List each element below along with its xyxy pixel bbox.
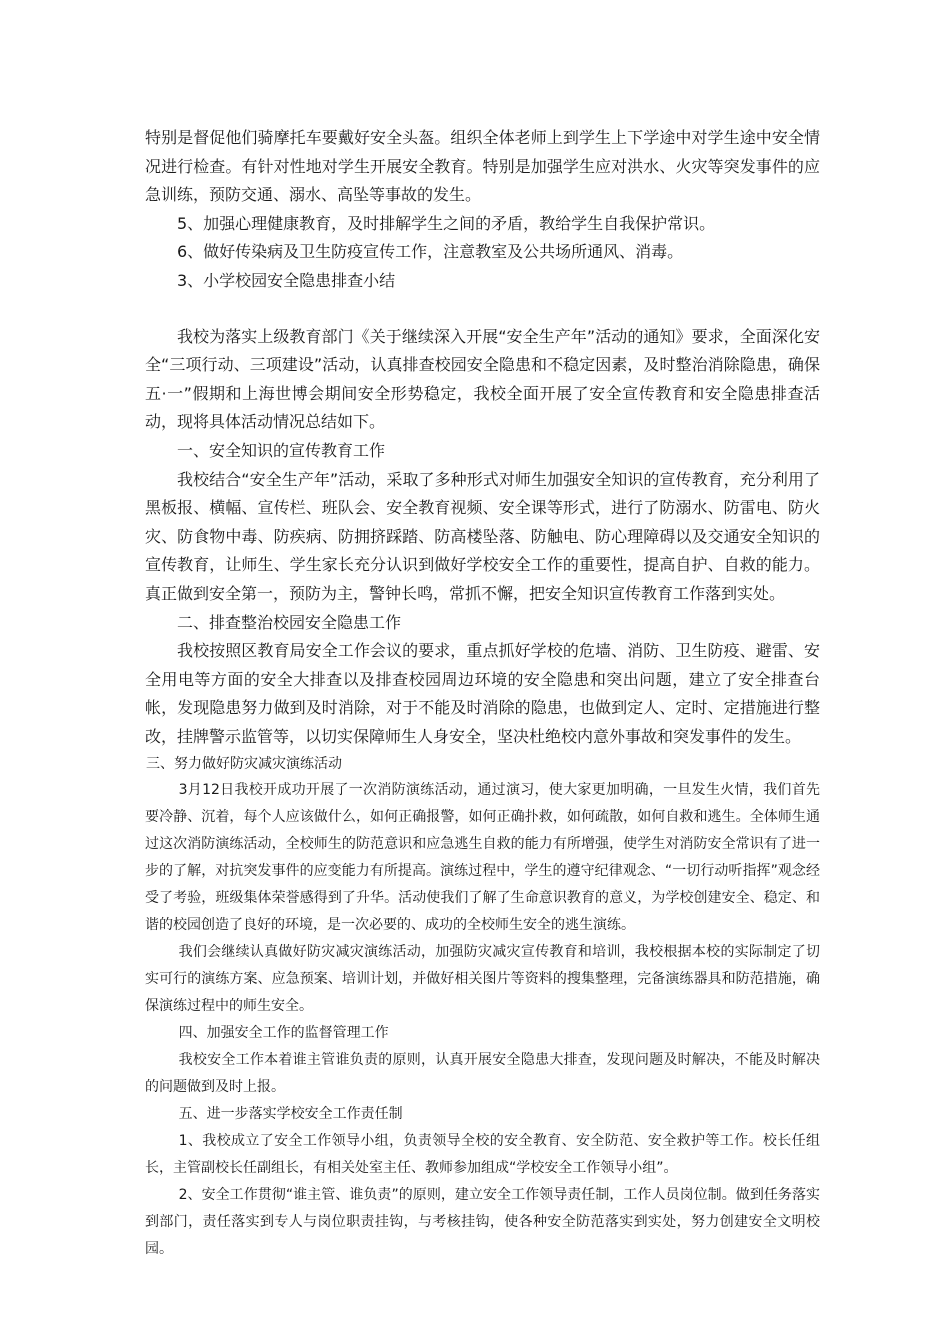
heading-section-2: 二、排查整治校园安全隐患工作 <box>177 612 402 632</box>
paragraph-section-4: 我校安全工作本着谁主管谁负责的原则，认真开展安全隐患大排查，发现问题及时解决，不能及时解决的问题做到及时上报。 <box>145 1052 820 1096</box>
heading-section-4: 四、加强安全工作的监督管理工作 <box>178 1025 389 1042</box>
section-title-summary: 3、小学校园安全隐患排查小结 <box>177 270 396 290</box>
heading-section-1: 一、安全知识的宣传教育工作 <box>177 440 386 460</box>
blank-line <box>145 296 820 323</box>
list-item-section-5-2: 2、安全工作贯彻“谁主管、谁负责”的原则，建立安全工作领导责任制，工作人员岗位制。做到任务落实到部门，责任落实到专人与岗位职责挂钩，与考核挂钩，使各种安全防范落实到实处，努力创建安全文明校园。 <box>145 1187 820 1258</box>
paragraph-section-3-drill: 3月12日我校开成功开展了一次消防演练活动，通过演习，使大家更加明确，一旦发生火情，我们首先要冷静、沉着，每个人应该做什么，如何正确报警，如何正确扑救，如何疏散，如何自救和逃生。全体师生通过这次消防演练活动，全校师生的防范意识和应急逃生自救的能力有所增强，使学生对消防安全常识有了进一步的了解，对抗突发事件的应变能力有所提高。演练过程中，学生的遵守纪律观念、“一切行动听指挥”观念经受了考验，班级集体荣誉感得到了升华。活动使我们了解了生命意识教育的意义，为学校创建安全、稳定、和谐的校园创造了良好的环境，是一次必要的、成功的全校师生安全的逃生演练。 <box>145 782 820 934</box>
paragraph-section-2: 我校按照区教育局安全工作会议的要求，重点抓好学校的危墙、消防、卫生防疫、避雷、安全用电等方面的安全大排查以及排查校园周边环境的安全隐患和突出问题，建立了安全排查台帐，发现隐患努力做到及时消除，对于不能及时消除的隐患，也做到定人、定时、定措施进行整改，挂牌警示监管等，以切实保障师生人身安全，坚决杜绝校内意外事故和突发事件的发生。 <box>145 641 820 746</box>
paragraph-section-1: 我校结合“安全生产年”活动，采取了多种形式对师生加强安全知识的宣传教育，充分利用了黑板报、横幅、宣传栏、班队会、安全教育视频、安全课等形式，进行了防溺水、防雷电、防火灾、防食物中毒、防疾病、防拥挤踩踏、防高楼坠落、防触电、防心理障碍以及交通安全知识的宣传教育，让师生、学生家长充分认识到做好学校安全工作的重要性，提高自护、自救的能力。真正做到安全第一，预防为主，警钟长鸣，常抓不懈，把安全知识宣传教育工作落到实处。 <box>145 469 820 603</box>
paragraph-continuation: 特别是督促他们骑摩托车要戴好安全头盔。组织全体老师上到学生上下学途中对学生途中安全情况进行检查。有针对性地对学生开展安全教育。特别是加强学生应对洪水、火灾等突发事件的应急训练，预防交通、溺水、高坠等事故的发生。 <box>145 128 820 205</box>
intro-paragraph: 我校为落实上级教育部门《关于继续深入开展“安全生产年”活动的通知》要求，全面深化安全“三项行动、三项建设”活动，认真排查校园安全隐患和不稳定因素，及时整治消除隐患，确保五·一”假期和上海世博会期间安全形势稳定，我校全面开展了安全宣传教育和安全隐患排查活动，现将具体活动情况总结如下。 <box>145 326 820 432</box>
list-item-section-5-1: 1、我校成立了安全工作领导小组，负责领导全校的安全教育、安全防范、安全救护等工作。校长任组长，主管副校长任副组长，有相关处室主任、教师参加组成“学校安全工作领导小组”。 <box>145 1133 820 1177</box>
document-page <box>145 124 820 1263</box>
heading-section-5: 五、进一步落实学校安全工作责任制 <box>178 1106 403 1123</box>
list-item-6: 6、做好传染病及卫生防疫宣传工作，注意教室及公共场所通风、消毒。 <box>177 242 684 262</box>
paragraph-section-3-continue: 我们会继续认真做好防灾减灾演练活动，加强防灾减灾宣传教育和培训，我校根据本校的实际制定了切实可行的演练方案、应急预案、培训计划，并做好相关图片等资料的搜集整理，完备演练器具和防范措施，确保演练过程中的师生安全。 <box>145 944 820 1015</box>
list-item-5: 5、加强心理健康教育，及时排解学生之间的矛盾，教给学生自我保护常识。 <box>177 213 716 233</box>
heading-section-3: 三、努力做好防灾减灾演练活动 <box>146 756 342 773</box>
